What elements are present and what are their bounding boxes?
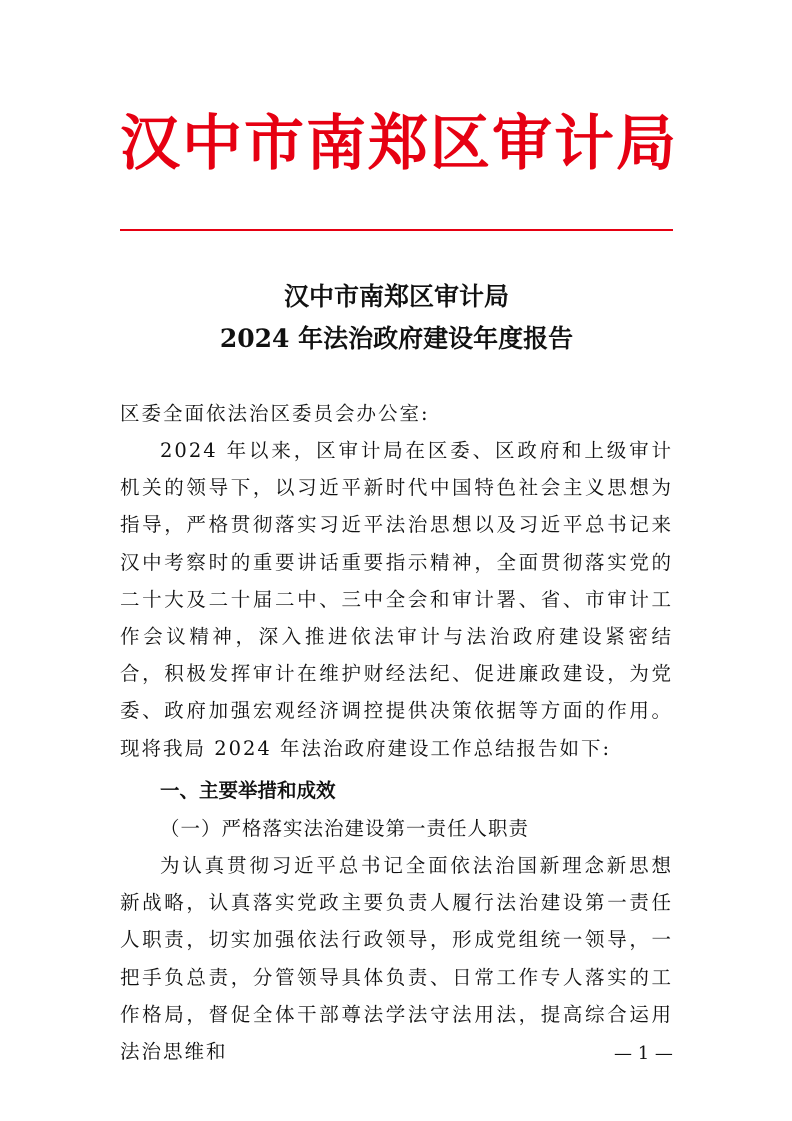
masthead-agency-name: 汉中市南郑区审计局	[120, 109, 678, 179]
document-title-line1: 汉中市南郑区审计局	[283, 282, 509, 311]
subsection-paragraph: 为认真贯彻习近平总书记全面依法治国新理念新思想新战略，认真落实党政主要负责人履行法治建设第一责任人职责，切实加强依法行政领导，形成党组统一领导，一把手负总责，分管领导具体负责、日常工作专人落实的工作格局，督促全体干部尊法学法守法用法，提高综合运用法治思维和	[120, 854, 673, 1064]
document-title-line2: 2024 年法治政府建设年度报告	[219, 324, 574, 353]
page-number: — 1 —	[614, 1043, 673, 1064]
subsection-heading: （一）严格落实法治建设第一责任人职责	[160, 817, 530, 840]
section-heading: 一、主要举措和成效	[160, 779, 336, 802]
addressee: 区委全面依法治区委员会办公室:	[120, 402, 430, 425]
intro-paragraph: 2024 年以来，区审计局在区委、区政府和上级审计机关的领导下，以习近平新时代中国特色社会主义思想为指导，严格贯彻落实习近平法治思想以及习近平总书记来汉中考察时的重要讲话重要指示精神，全面贯彻落实党的二十大及二十届二中、三中全会和审计署、省、市审计工作会议精神，深入推进依法审计与法治政府建设紧密结合，积极发挥审计在维护财经法纪、促进廉政建设，为党委、政府加强宏观经济调控提供决策依据等方面的作用。现将我局 2024 年法治政府建设工作总结报告如下:	[120, 439, 673, 760]
red-divider-line	[120, 229, 673, 231]
